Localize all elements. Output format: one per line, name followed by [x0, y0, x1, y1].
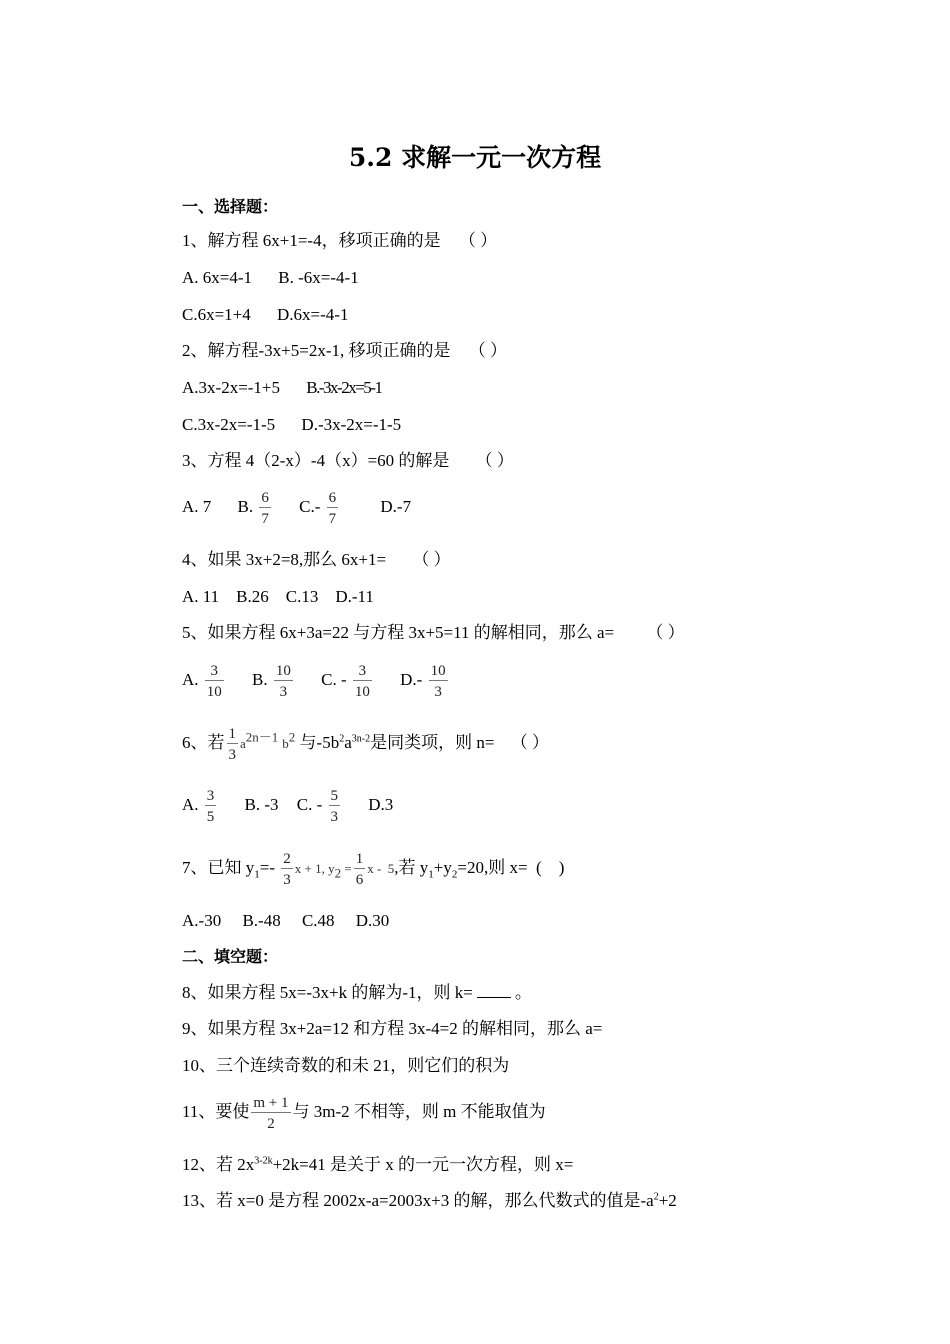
answer-paren: （ ） — [412, 550, 451, 569]
question-8 — [182, 982, 532, 1004]
fraction — [353, 662, 372, 701]
denominator: 10 — [353, 680, 372, 701]
numerator: 1 — [228, 725, 236, 742]
question-4-text: 4、如果 3x+2=8,那么 6x+1= — [182, 550, 387, 569]
question-5-text: 5、如果方程 6x+3a=22 与方程 3x+5=11 的解相同，那么 a= — [182, 623, 615, 642]
fraction — [205, 787, 217, 826]
denominator: 10 — [205, 680, 224, 701]
numerator: 2 — [283, 850, 291, 867]
question-7-options: A.-30 B.-48 C.48 D.30 — [182, 911, 390, 930]
numerator: 6 — [328, 489, 337, 506]
question-1-options-cd — [182, 304, 348, 326]
question-2 — [182, 340, 507, 362]
option-b: B.-3x-2x=5-1 — [306, 378, 382, 397]
exponent: 3-2k — [254, 1155, 273, 1167]
question-2-options-cd — [182, 414, 401, 436]
question-13 — [182, 1190, 677, 1212]
option-d: D.3 — [368, 795, 394, 814]
question-12-suffix: +2k=41 是关于 x 的一元一次方程，则 x= — [272, 1155, 574, 1174]
var-a: a — [344, 733, 352, 752]
page-title: 5.2 求解一元一次方程 — [348, 143, 602, 172]
numerator: 1 — [355, 850, 364, 867]
question-9: 9、如果方程 3x+2a=12 和方程 3x-4=2 的解相同，那么 a= — [182, 1019, 603, 1038]
fraction — [329, 787, 341, 826]
question-8-end: 。 — [514, 983, 532, 1002]
plus: +y — [433, 858, 452, 877]
denominator: 3 — [227, 743, 239, 764]
exponent: 2 — [339, 733, 345, 745]
question-7-suffix: ,若 y — [394, 858, 429, 877]
numerator: 3 — [206, 787, 215, 804]
question-3-text: 3、方程 4（2-x）-4（x）=60 的解是 — [182, 451, 450, 470]
subscript: 2 — [334, 865, 342, 881]
numerator: 5 — [330, 787, 339, 804]
question-4 — [182, 549, 451, 571]
numerator: 3 — [210, 662, 219, 679]
fraction — [259, 489, 271, 528]
denominator: 3 — [281, 868, 293, 889]
equals: =- — [259, 858, 275, 877]
equals: = — [341, 861, 352, 876]
question-1-text: 1、解方程 6x+1=-4，移项正确的是 — [182, 231, 441, 250]
option-b: B. — [252, 670, 268, 689]
question-13-end: +2 — [658, 1191, 677, 1210]
option-d: D.6x=-4-1 — [277, 305, 349, 324]
fraction — [205, 662, 224, 701]
question-2-text: 2、解方程-3x+5=2x-1, 移项正确的是 — [182, 341, 451, 360]
question-11-prefix: 11、要使 — [182, 1102, 250, 1121]
question-11-suffix: 与 3m-2 不相等，则 m 不能取值为 — [292, 1102, 546, 1121]
option-a: A. — [182, 795, 199, 814]
question-8-text: 8、如果方程 5x=-3x+k 的解为-1，则 k= — [182, 983, 473, 1002]
exponent: 3n-2 — [351, 733, 371, 745]
numerator: 10 — [275, 662, 291, 679]
exponent: 2n－1 — [245, 729, 279, 745]
question-12-prefix: 12、若 2x — [182, 1155, 255, 1174]
option-d: D.-7 — [380, 497, 412, 516]
option-a: A.3x-2x=-1+5 — [182, 378, 281, 397]
question-6-suffix: 是同类项，则 n= — [370, 733, 495, 752]
question-3 — [182, 450, 514, 472]
question-5-options — [182, 659, 450, 701]
var-b: b — [282, 736, 289, 751]
question-3-options — [182, 486, 411, 528]
fraction — [251, 1094, 290, 1133]
question-1 — [182, 230, 497, 252]
denominator: 3 — [429, 680, 448, 701]
question-6-prefix: 6、若 — [182, 733, 225, 752]
option-d: D.-3x-2x=-1-5 — [301, 415, 402, 434]
option-a: A. — [182, 670, 199, 689]
fraction — [354, 850, 366, 889]
question-4-options: A. 11 B.26 C.13 D.-11 — [182, 587, 374, 606]
question-6-mid: 与-5b — [299, 733, 340, 752]
answer-blank — [477, 997, 511, 998]
question-11 — [182, 1091, 546, 1133]
denominator: 7 — [259, 507, 271, 528]
question-7-end: =20,则 x= ( ) — [457, 858, 565, 877]
question-2-options-ab — [182, 377, 381, 399]
subscript: 1 — [254, 868, 260, 881]
denominator: 2 — [251, 1112, 290, 1133]
option-c: C. - — [296, 795, 323, 814]
option-b: B. -3 — [244, 795, 279, 814]
option-a: A. 6x=4-1 — [182, 268, 253, 287]
fraction — [429, 662, 448, 701]
numerator: 3 — [358, 662, 367, 679]
expression: x + 1, y — [294, 861, 335, 876]
question-13-text: 13、若 x=0 是方程 2002x-a=2003x+3 的解，那么代数式的值是-a — [182, 1191, 654, 1210]
expression: x - 5 — [367, 861, 395, 876]
denominator: 7 — [327, 507, 339, 528]
option-d: D.- — [400, 670, 423, 689]
section-heading-fill: 二、填空题： — [182, 947, 279, 966]
fraction — [227, 725, 239, 764]
fraction — [281, 850, 293, 889]
denominator: 6 — [354, 868, 366, 889]
var-a: a — [240, 736, 246, 751]
question-6-options — [182, 784, 393, 826]
question-10: 10、三个连续奇数的和未 21，则它们的积为 — [182, 1056, 510, 1075]
fraction — [274, 662, 293, 701]
answer-paren: （ ） — [468, 341, 507, 360]
option-c: C.6x=1+4 — [182, 305, 251, 324]
denominator: 3 — [329, 805, 341, 826]
option-c: C.3x-2x=-1-5 — [182, 415, 276, 434]
denominator: 5 — [205, 805, 217, 826]
numerator: 6 — [261, 489, 269, 506]
option-b: B. — [237, 497, 254, 516]
question-7 — [182, 847, 564, 890]
question-5 — [182, 622, 685, 644]
numerator: m + 1 — [253, 1094, 289, 1111]
subscript: 1 — [428, 868, 434, 881]
answer-paren: （ ） — [646, 623, 685, 642]
exponent: 2 — [288, 729, 296, 745]
subscript: 2 — [451, 868, 458, 881]
fraction — [327, 489, 339, 528]
option-c: C.- — [299, 497, 321, 516]
question-1-options-ab — [182, 267, 359, 289]
answer-paren: （ ） — [510, 733, 549, 752]
option-c: C. - — [321, 670, 347, 689]
answer-paren: （ ） — [458, 231, 498, 250]
question-6 — [182, 722, 549, 765]
option-a: A. 7 — [182, 497, 212, 516]
answer-paren: （ ） — [475, 451, 514, 470]
option-b: B. -6x=-4-1 — [278, 268, 359, 287]
question-7-prefix: 7、已知 y — [182, 858, 255, 877]
question-12 — [182, 1154, 573, 1176]
denominator: 3 — [274, 680, 293, 701]
exponent: 2 — [653, 1191, 659, 1203]
numerator: 10 — [430, 662, 446, 679]
section-heading-choice: 一、选择题： — [182, 197, 279, 216]
